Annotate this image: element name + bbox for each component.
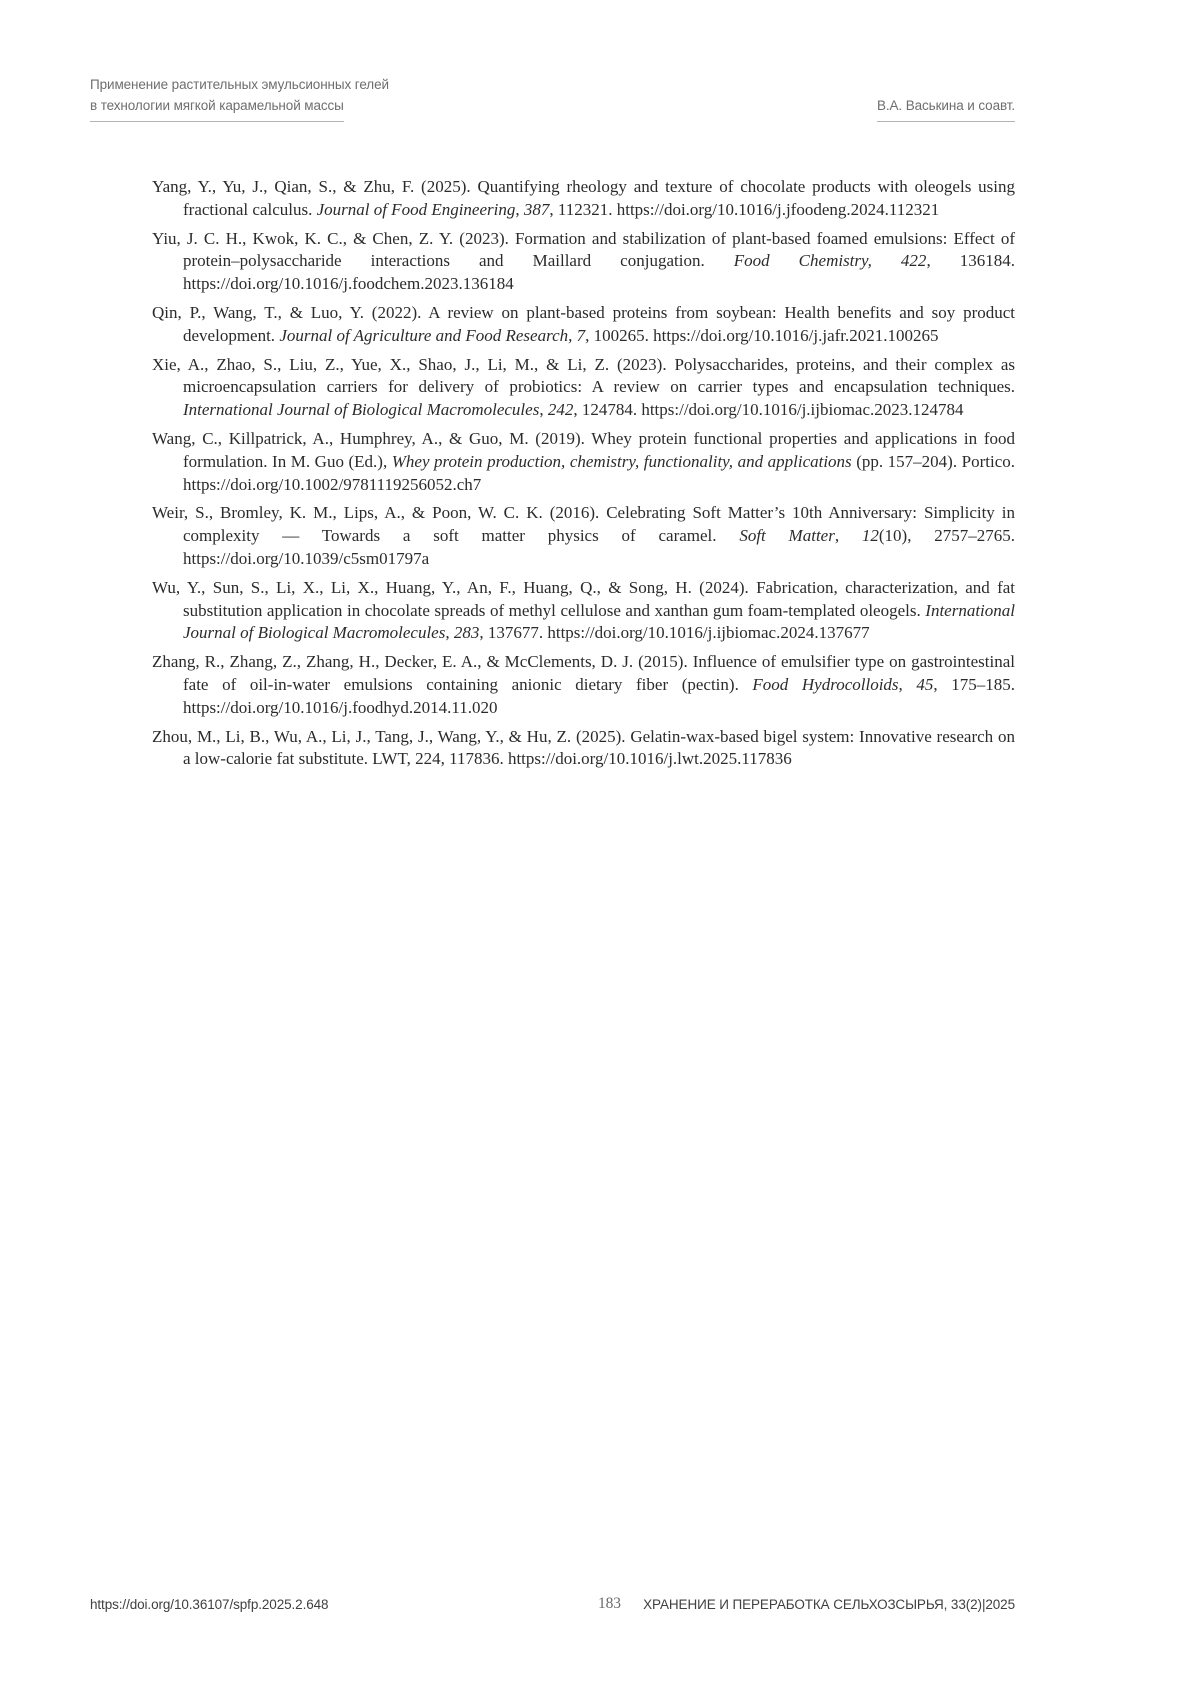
reference-text-segment: Zhou, M., Li, B., Wu, A., Li, J., Tang, J., Wang, Y., & Hu, Z. (2025). Gelatin-wax-based bigel system: Innovative research on a low-calorie fat substitute. LWT, 224, 117836. https://doi.org/10.1016/j.lwt.2025.117836 xyxy=(152,726,1015,769)
reference-text-segment: , xyxy=(515,199,524,219)
reference-italic-segment: Food Chemistry, 422 xyxy=(733,251,927,271)
reference-entry xyxy=(152,726,1015,772)
reference-italic-segment: International Journal of Biological Macromolecules xyxy=(183,600,1015,643)
reference-text-segment: (pp. 157–204). Portico. https://doi.org/10.1002/9781119256052.ch7 xyxy=(183,451,1015,494)
reference-entry xyxy=(152,577,1015,645)
page-header xyxy=(90,74,1015,122)
reference-text-segment: , 175–185. https://doi.org/10.1016/j.foodhyd.2014.11.020 xyxy=(183,674,1016,717)
reference-text-segment: Zhang, R., Zhang, Z., Zhang, H., Decker, E. A., & McClements, D. J. (2015). Influence of emulsifier type on gastrointestinal fate of oil-in-water emulsions containing anionic dietary fiber (pectin). xyxy=(152,652,1015,694)
reference-entry xyxy=(152,502,1015,570)
reference-text-segment: Wu, Y., Sun, S., Li, X., Li, X., Huang, Y., An, F., Huang, Q., & Song, H. (2024). Fabrication, characterization, and fat substitution application in chocolate spreads of methyl cellulose and xanthan gum foam-templated oleogels. xyxy=(152,577,1015,620)
reference-text-segment: Qin, P., Wang, T., & Luo, Y. (2022). A review on plant-based proteins from soybean: Health benefits and soy product development. xyxy=(152,302,1015,345)
reference-entry xyxy=(152,651,1015,719)
reference-italic-segment: 283 xyxy=(453,623,480,643)
reference-text-segment: , xyxy=(898,674,917,694)
running-head-line1: Применение растительных эмульсионных гелей xyxy=(90,77,389,92)
reference-text-segment: Xie, A., Zhao, S., Liu, Z., Yue, X., Shao, J., Li, M., & Li, Z. (2023). Polysaccharides, proteins, and their complex as microencapsulation carriers for delivery of probiotics: A review on carrier types and encapsulation techniques. xyxy=(152,354,1015,397)
references-list xyxy=(152,176,1015,777)
reference-italic-segment: 387 xyxy=(523,199,550,219)
reference-italic-segment: Food Hydrocolloids xyxy=(752,674,899,694)
reference-italic-segment: 12 xyxy=(861,526,879,546)
reference-text-segment: , xyxy=(445,623,454,643)
reference-text-segment: Weir, S., Bromley, K. M., Lips, A., & Poon, W. C. K. (2016). Celebrating Soft Matter’s 10th Anniversary: Simplicity in complexity — Towards a soft matter physics of caramel. xyxy=(152,503,1015,546)
reference-italic-segment: Soft Matter xyxy=(739,526,835,546)
reference-text-segment: , xyxy=(539,400,548,420)
reference-entry xyxy=(152,176,1015,222)
page-footer xyxy=(90,1593,1015,1619)
running-head-authors xyxy=(877,95,1015,122)
reference-text-segment: , 137677. https://doi.org/10.1016/j.ijbiomac.2024.137677 xyxy=(479,623,870,643)
running-head-line2: в технологии мягкой карамельной массы xyxy=(90,95,344,122)
reference-italic-segment: International Journal of Biological Macromolecules xyxy=(183,400,540,420)
authors-short: В.А. Васькина и соавт. xyxy=(877,95,1015,122)
reference-text-segment: Yiu, J. C. H., Kwok, K. C., & Chen, Z. Y. (2023). Formation and stabilization of plant-based foamed emulsions: Effect of protein–polysaccharide interactions and Maillard conjugation. xyxy=(152,228,1015,271)
footer-journal-title: ХРАНЕНИЕ И ПЕРЕРАБОТКА СЕЛЬХОЗСЫРЬЯ, 33(2)|2025 xyxy=(643,1597,1015,1612)
reference-entry xyxy=(152,228,1015,296)
reference-entry xyxy=(152,428,1015,496)
reference-italic-segment: Whey protein production, chemistry, functionality, and applications xyxy=(391,451,852,471)
reference-italic-segment: 242 xyxy=(547,400,574,420)
reference-entry xyxy=(152,302,1015,348)
reference-text-segment: , xyxy=(834,526,862,546)
reference-text-segment: (10), 2757–2765. https://doi.org/10.1039/c5sm01797a xyxy=(183,526,1015,568)
running-head-title xyxy=(90,74,389,122)
reference-entry xyxy=(152,354,1015,422)
reference-italic-segment: Journal of Food Engineering xyxy=(316,199,516,219)
page-number: 183 xyxy=(598,1595,621,1612)
footer-doi: https://doi.org/10.36107/spfp.2025.2.648 xyxy=(90,1597,329,1612)
reference-text-segment: , 112321. https://doi.org/10.1016/j.jfoodeng.2024.112321 xyxy=(549,199,940,219)
reference-text-segment: Yang, Y., Yu, J., Qian, S., & Zhu, F. (2025). Quantifying rheology and texture of chocolate products with oleogels using fractional calculus. xyxy=(152,177,1015,219)
reference-text-segment: , 124784. https://doi.org/10.1016/j.ijbiomac.2023.124784 xyxy=(573,400,964,420)
reference-italic-segment: 45 xyxy=(916,674,934,694)
reference-text-segment: , 136184. https://doi.org/10.1016/j.foodchem.2023.136184 xyxy=(183,251,1015,294)
reference-text-segment: Wang, C., Killpatrick, A., Humphrey, A., & Guo, M. (2019). Whey protein functional properties and applications in food formulation. In M. Guo (Ed.), xyxy=(152,428,1015,471)
reference-italic-segment: Journal of Agriculture and Food Research, 7 xyxy=(279,325,586,345)
reference-text-segment: , 100265. https://doi.org/10.1016/j.jafr.2021.100265 xyxy=(585,325,939,345)
